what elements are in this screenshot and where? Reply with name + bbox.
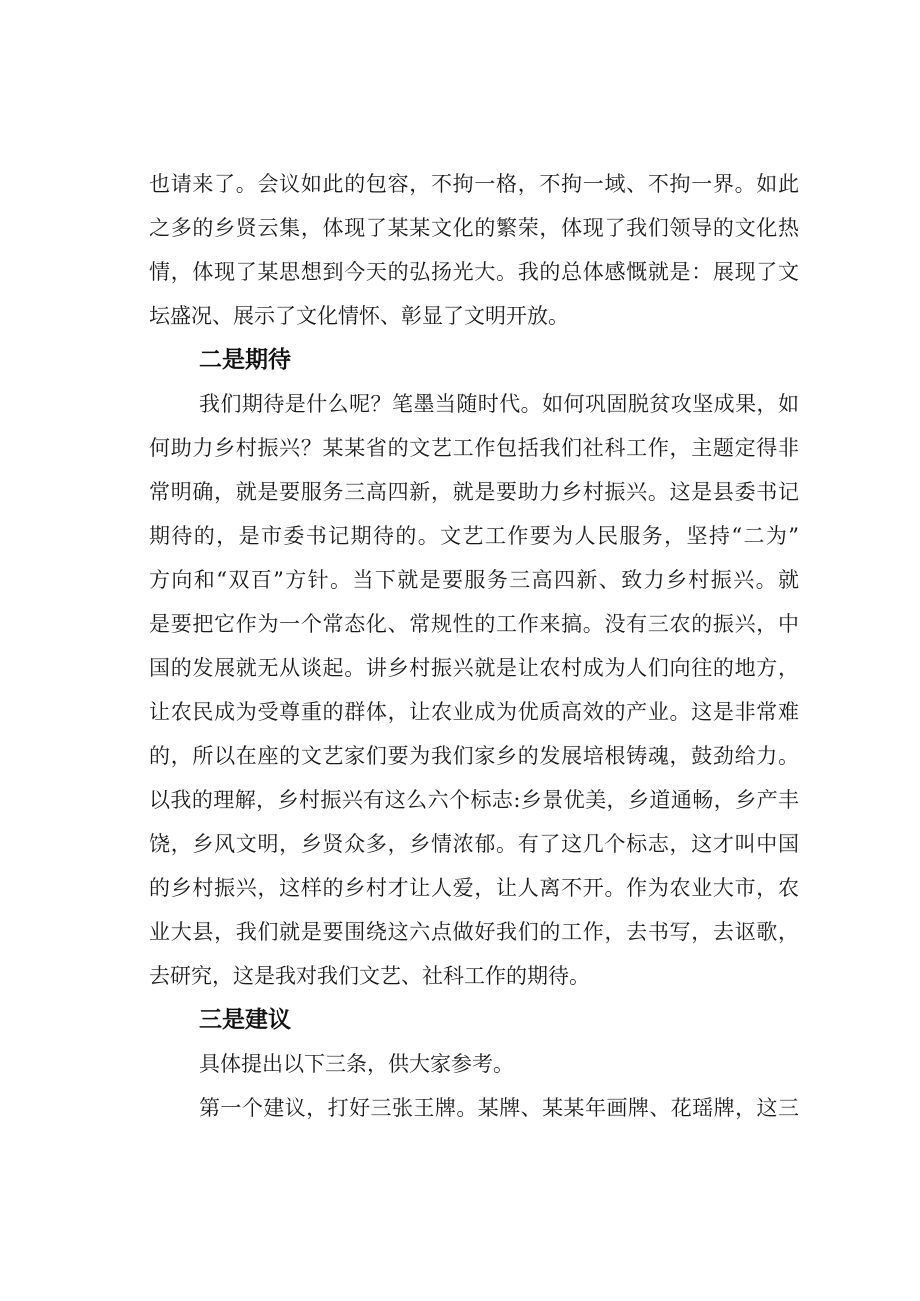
text-line: 之多的乡贤云集，体现了某某文化的繁荣，体现了我们领导的文化热: [149, 216, 799, 240]
paragraph-expectation: [149, 382, 799, 998]
text-line: 让农民成为受尊重的群体，让农业成为优质高效的产业。这是非常难: [149, 700, 799, 724]
section-heading-expectation: 二是期待: [199, 347, 291, 373]
text-line: 以我的理解，乡村振兴有这么六个标志:乡景优美，乡道通畅，乡产丰: [149, 788, 799, 812]
text-line: 第一个建议，打好三张王牌。某牌、某某年画牌、花瑶牌，这三: [199, 1096, 799, 1120]
text-line: 情，体现了某思想到今天的弘扬光大。我的总体感慨就是：展现了文: [149, 260, 799, 284]
text-line: 的，所以在座的文艺家们要为我们家乡的发展培根铸魂，鼓劲给力。: [149, 744, 799, 768]
text-line: 饶，乡风文明，乡贤众多，乡情浓郁。有了这几个标志，这才叫中国: [149, 832, 799, 856]
text-line: 去研究，这是我对我们文艺、社科工作的期待。: [149, 964, 590, 988]
paragraph-intro: [149, 162, 799, 338]
text-line: 我们期待是什么呢？笔墨当随时代。如何巩固脱贫攻坚成果，如: [199, 392, 799, 416]
paragraph-suggestion: [149, 1042, 799, 1130]
document-body: [149, 162, 799, 1130]
text-line: 期待的，是市委书记期待的。文艺工作要为人民服务，坚持“二为”: [149, 524, 799, 548]
text-line: 常明确，就是要服务三高四新，就是要助力乡村振兴。这是县委书记: [149, 480, 799, 504]
text-line: 业大县，我们就是要围绕这六点做好我们的工作，去书写，去讴歌，: [149, 920, 799, 944]
text-line: 何助力乡村振兴？某某省的文艺工作包括我们社科工作，主题定得非: [149, 436, 799, 460]
text-line: 也请来了。会议如此的包容，不拘一格，不拘一域、不拘一界。如此: [149, 172, 799, 196]
section-heading-suggestion: 三是建议: [199, 1007, 291, 1033]
text-line: 国的发展就无从谈起。讲乡村振兴就是让农村成为人们向往的地方，: [149, 656, 799, 680]
text-line: 具体提出以下三条，供大家参考。: [199, 1052, 514, 1076]
text-line: 坛盛况、展示了文化情怀、彰显了文明开放。: [149, 304, 569, 328]
text-line: 方向和“双百”方针。当下就是要服务三高四新、致力乡村振兴。就: [149, 568, 799, 592]
text-line: 是要把它作为一个常态化、常规性的工作来搞。没有三农的振兴，中: [149, 612, 799, 636]
text-line: 的乡村振兴，这样的乡村才让人爱，让人离不开。作为农业大市，农: [149, 876, 799, 900]
